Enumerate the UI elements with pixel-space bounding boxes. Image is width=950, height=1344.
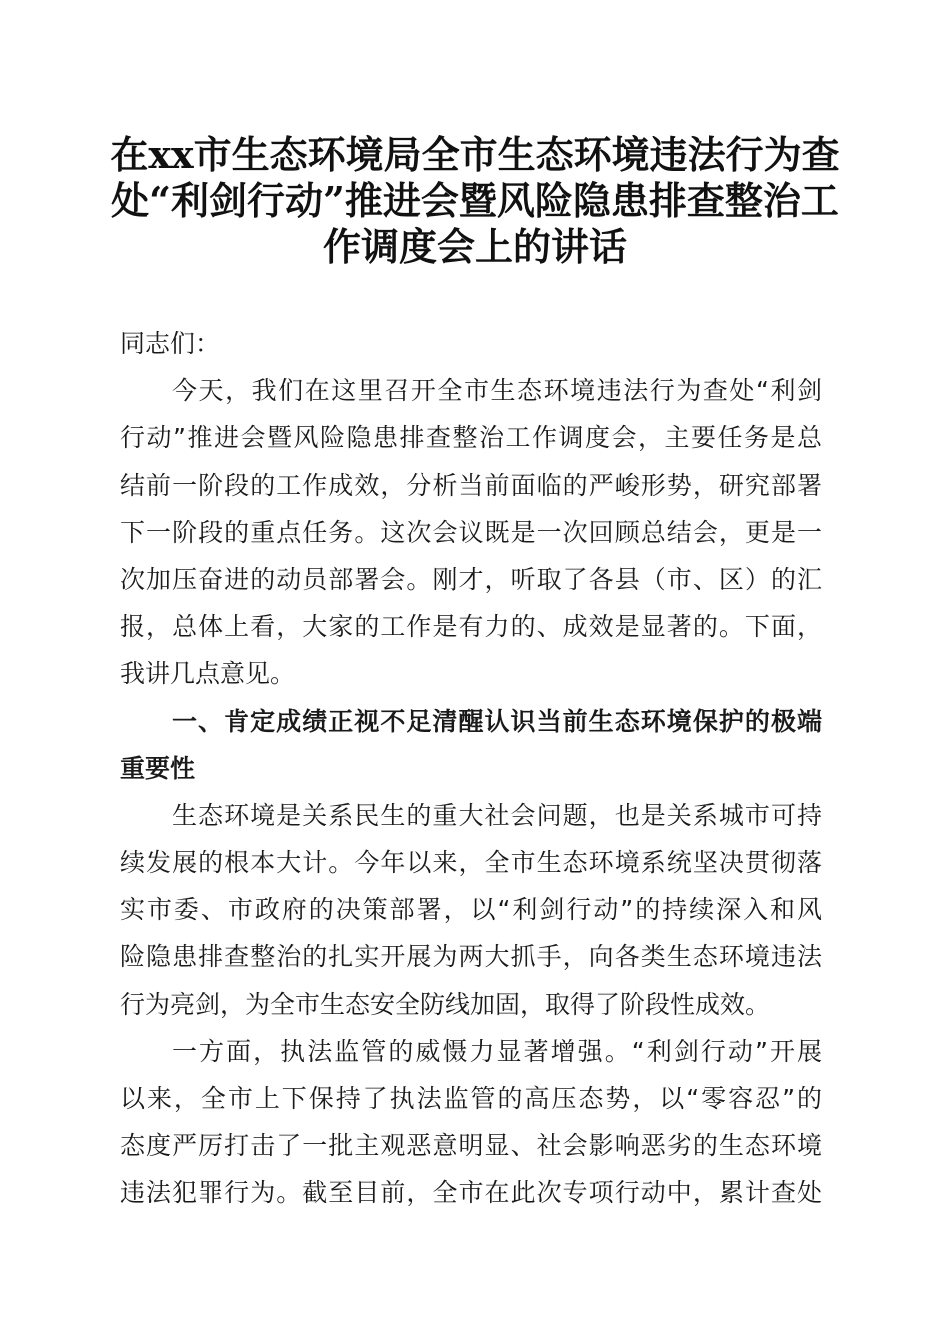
paragraph-line: 今天，我们在这里召开全市生态环境违法行为查处“利剑 xyxy=(172,376,822,406)
paragraph-line: 一方面，执法监管的威慑力显著增强。“利剑行动”开展 xyxy=(172,1036,822,1066)
paragraph-line: 实市委、市政府的决策部署，以“利剑行动”的持续深入和风 xyxy=(120,895,822,925)
paragraph-line: 行为亮剑，为全市生态安全防线加固，取得了阶段性成效。 xyxy=(120,989,771,1019)
paragraph-enforcement xyxy=(120,1028,822,1217)
section-heading-1 xyxy=(120,698,822,792)
heading-line: 重要性 xyxy=(120,753,196,783)
paragraph-line: 生态环境是关系民生的重大社会问题，也是关系城市可持 xyxy=(172,800,822,830)
paragraph-line: 险隐患排查整治的扎实开展为两大抓手，向各类生态环境违法 xyxy=(120,942,822,972)
paragraph-line: 次加压奋进的动员部署会。刚才，听取了各县（市、区）的汇 xyxy=(120,564,822,594)
paragraph-ecology xyxy=(120,792,822,1028)
title-line-3: 作调度会上的讲话 xyxy=(322,224,627,269)
paragraph-line: 态度严厉打击了一批主观恶意明显、社会影响恶劣的生态环境 xyxy=(120,1131,822,1161)
paragraph-line: 行动”推进会暨风险隐患排查整治工作调度会，主要任务是总 xyxy=(120,423,822,453)
paragraph-line: 结前一阶段的工作成效，分析当前面临的严峻形势，研究部署 xyxy=(120,470,822,500)
document-title xyxy=(110,132,840,270)
title-line-1: 在xx市生态环境局全市生态环境违法行为查 xyxy=(110,132,840,177)
heading-line: 一、肯定成绩正视不足清醒认识当前生态环境保护的极端 xyxy=(172,706,822,736)
paragraph-line: 下一阶段的重点任务。这次会议既是一次回顾总结会，更是一 xyxy=(120,517,822,547)
paragraph-line: 报，总体上看，大家的工作是有力的、成效是显著的。下面， xyxy=(120,612,822,642)
paragraph-line: 违法犯罪行为。截至目前，全市在此次专项行动中，累计查处 xyxy=(120,1178,822,1208)
paragraph-line: 续发展的根本大计。今年以来，全市生态环境系统坚决贯彻落 xyxy=(120,848,822,878)
paragraph-line: 以来，全市上下保持了执法监管的高压态势，以“零容忍”的 xyxy=(120,1084,822,1113)
paragraph-line: 我讲几点意见。 xyxy=(120,659,296,689)
salutation: 同志们： xyxy=(120,329,221,358)
document-body xyxy=(120,320,822,1217)
title-line-2: 处“利剑行动”推进会暨风险隐患排查整治工 xyxy=(111,178,839,223)
paragraph-opening xyxy=(120,367,822,697)
